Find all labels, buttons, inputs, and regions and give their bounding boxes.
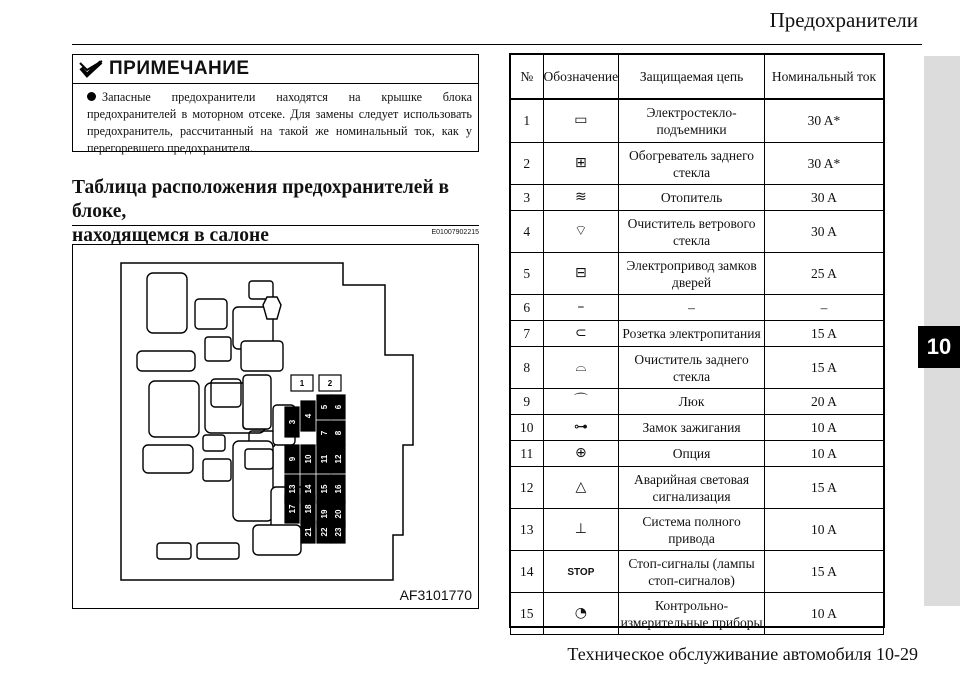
table-row: [511, 99, 884, 143]
row-rating: [764, 415, 883, 441]
table-row: [511, 509, 884, 551]
fuse-label-21: 21: [304, 527, 313, 537]
table-row: [511, 467, 884, 509]
option-icon: [543, 441, 619, 467]
row-circuit-text: Очиститель заднего стекла: [634, 351, 749, 384]
connector-pocket: [243, 375, 271, 429]
fuse-label-20: 20: [334, 509, 343, 519]
row-circuit: [619, 509, 765, 551]
fuse-label-17: 17: [288, 504, 297, 514]
dash-icon-text: –: [577, 299, 585, 315]
fuse-label-16: 16: [334, 484, 343, 494]
row-circuit-text: Контрольно-измерительные приборы: [620, 597, 763, 630]
row-rating-text: 30 A*: [807, 113, 841, 129]
row-rating-text: 30 A: [811, 224, 837, 239]
table-row: [511, 185, 884, 211]
section-title: [72, 176, 479, 248]
row-circuit: [619, 441, 765, 467]
row-rating: [764, 295, 883, 321]
row-rating-text: 15 A: [811, 360, 837, 375]
page-footer: Техническое обслуживание автомобиля 10-29: [567, 644, 918, 664]
ignition-key-icon: [543, 415, 619, 441]
row-circuit: [619, 295, 765, 321]
row-number: [511, 441, 544, 467]
note-text: [87, 89, 472, 157]
fuse-label-15: 15: [320, 484, 329, 494]
row-circuit: [619, 253, 765, 295]
rear-defogger-icon: [543, 143, 619, 185]
table-row: [511, 347, 884, 389]
hazard-triangle-icon: [543, 467, 619, 509]
fuse-label-4: 4: [304, 413, 313, 419]
fuse-label-7: 7: [320, 430, 329, 436]
table-row: [511, 415, 884, 441]
row-rating-text: 10 A: [811, 522, 837, 537]
fuse-label-22: 22: [320, 527, 329, 537]
fuse-label-18: 18: [304, 504, 313, 514]
fuse-label-6: 6: [334, 404, 343, 410]
row-number-text: 2: [523, 156, 531, 171]
bullet-icon: [87, 92, 96, 101]
row-rating: [764, 211, 883, 253]
row-rating-text: 30 A*: [807, 156, 841, 171]
connector-pocket: [245, 449, 273, 469]
row-circuit-text: Розетка электропитания: [622, 326, 761, 341]
row-number: [511, 551, 544, 593]
row-number: [511, 295, 544, 321]
row-number-text: 1: [523, 113, 531, 129]
row-number-text: 14: [520, 564, 534, 579]
power-window-icon-text: ▭: [574, 112, 588, 129]
row-number: [511, 185, 544, 211]
fuse-block-diagram: [72, 244, 479, 609]
hazard-triangle-icon-text: △: [575, 479, 587, 495]
row-circuit-text: Отопитель: [660, 190, 723, 205]
doc-code: E01007902215: [431, 229, 479, 236]
table-row: [511, 389, 884, 415]
row-number-text: 10: [520, 420, 534, 435]
row-number-text: 8: [523, 360, 531, 375]
row-circuit: [619, 593, 765, 635]
row-circuit-text: Очиститель ветрового стекла: [627, 215, 756, 248]
fuse-label-23: 23: [334, 527, 343, 537]
page-header-title: Предохранители: [769, 8, 918, 32]
connector-pocket: [263, 297, 281, 319]
row-circuit-text: Люк: [678, 394, 705, 409]
row-circuit: [619, 143, 765, 185]
row-number: [511, 415, 544, 441]
gauge-icon-text: ◔: [574, 605, 587, 621]
wiper-icon-text: ⌔: [574, 223, 588, 239]
row-circuit-text: Обогреватель заднего стекла: [629, 147, 755, 180]
table-row: [511, 441, 884, 467]
row-number-text: 3: [523, 190, 531, 205]
row-number: [511, 321, 544, 347]
rear-wiper-icon-text: ⌓: [575, 359, 587, 375]
row-number-text: 12: [520, 480, 534, 495]
four-wheel-drive-icon: [543, 509, 619, 551]
section-rule: [72, 225, 479, 226]
row-circuit: [619, 185, 765, 211]
header-rating: Номинальный ток: [764, 55, 883, 99]
row-rating: [764, 467, 883, 509]
fuse-label-11: 11: [320, 454, 329, 464]
connector-pocket: [157, 543, 191, 559]
row-circuit-text: Опция: [672, 446, 711, 461]
section-title-line1: Таблица расположения предохранителей в блоке,: [72, 177, 450, 222]
header-circuit: Защищаемая цепь: [619, 55, 765, 99]
row-circuit-text: Аварийная световая сигнализация: [634, 471, 750, 504]
row-circuit: [619, 211, 765, 253]
row-rating: [764, 509, 883, 551]
header-rule: [72, 44, 922, 45]
row-rating-text: 10 A: [811, 606, 837, 621]
fuse-label-13: 13: [288, 484, 297, 494]
power-socket-icon: [543, 321, 619, 347]
row-rating-text: 25 A: [811, 266, 837, 281]
fuse-label-9: 9: [288, 456, 297, 462]
row-circuit: [619, 551, 765, 593]
heater-icon: [543, 185, 619, 211]
connector-pocket: [241, 341, 283, 371]
gauge-icon: [543, 593, 619, 635]
connector-pocket: [195, 299, 227, 329]
connector-pocket: [203, 459, 231, 481]
row-rating: [764, 321, 883, 347]
door-lock-icon: [543, 253, 619, 295]
note-header-rule: [73, 83, 478, 84]
connector-pocket: [205, 337, 231, 361]
row-rating: [764, 441, 883, 467]
row-number: [511, 593, 544, 635]
row-circuit-text: Электростекло-подъемники: [646, 104, 737, 137]
stop-icon: [543, 551, 619, 593]
rear-wiper-icon: [543, 347, 619, 389]
row-number-text: 5: [523, 266, 531, 281]
row-number-text: 9: [523, 394, 531, 409]
fuse-block-drawing: [73, 245, 478, 608]
row-number: [511, 509, 544, 551]
row-circuit-text: Электропривод замков дверей: [626, 257, 757, 290]
note-title: ПРИМЕЧАНИЕ: [109, 58, 250, 79]
row-number-text: 15: [520, 606, 534, 621]
ignition-key-icon-text: ⊶: [573, 419, 588, 435]
row-rating-text: 10 A: [811, 420, 837, 435]
row-rating: [764, 551, 883, 593]
row-circuit: [619, 321, 765, 347]
row-number: [511, 389, 544, 415]
row-rating-text: –: [820, 300, 828, 315]
connector-pocket: [197, 543, 239, 559]
fuse-table: [510, 54, 884, 635]
header-no: №: [511, 55, 544, 99]
row-rating: [764, 99, 883, 143]
sunroof-icon: [543, 389, 619, 415]
row-rating-text: 15 A: [811, 564, 837, 579]
connector-pocket: [149, 381, 199, 437]
row-number: [511, 467, 544, 509]
fuse-label-5: 5: [320, 404, 329, 410]
fuse-label-10: 10: [304, 454, 313, 464]
fuse-label-1: 1: [299, 379, 305, 388]
table-row: [511, 253, 884, 295]
chapter-tab: 10: [918, 326, 960, 368]
note-text-content: Запасные предохранители находятся на крышке блока предохранителей в моторном отсеке. Для замены следует использовать предохранитель, рассчитанный на такой же номинальный ток, как у перегоревшего предохранителя.: [87, 90, 472, 155]
connector-pocket: [203, 435, 225, 451]
row-rating-text: 15 A: [811, 326, 837, 341]
table-row: [511, 295, 884, 321]
row-rating: [764, 253, 883, 295]
row-number: [511, 347, 544, 389]
row-rating: [764, 593, 883, 635]
fuse-label-2: 2: [327, 379, 333, 388]
sunroof-icon-text: ⌒: [573, 393, 588, 409]
row-rating: [764, 347, 883, 389]
heater-icon-text: ≋: [574, 189, 587, 205]
connector-pocket: [249, 281, 273, 299]
header-symbol: Обозначение: [543, 55, 619, 99]
section-title-line2: находящемся в салоне: [72, 225, 269, 246]
fuse-label-12: 12: [334, 454, 343, 464]
wiper-icon: [543, 211, 619, 253]
table-row: [511, 593, 884, 635]
fuse-label-14: 14: [304, 484, 313, 494]
row-number-text: 13: [520, 522, 534, 537]
row-rating: [764, 143, 883, 185]
row-circuit-text: Замок зажигания: [642, 420, 741, 435]
four-wheel-drive-icon-text: ⊥: [574, 521, 587, 537]
table-row: [511, 321, 884, 347]
connector-pocket: [147, 273, 187, 333]
row-circuit: [619, 467, 765, 509]
rear-defogger-icon-text: ⊞: [574, 155, 587, 171]
row-rating: [764, 185, 883, 211]
row-rating-text: 15 A: [811, 480, 837, 495]
row-rating-text: 10 A: [811, 446, 837, 461]
row-circuit: [619, 347, 765, 389]
connector-pocket: [137, 351, 195, 371]
table-row: [511, 211, 884, 253]
power-socket-icon-text: ⊂: [574, 325, 587, 341]
connector-pocket: [143, 445, 193, 473]
row-number-text: 7: [523, 326, 531, 341]
note-header: [73, 55, 478, 83]
row-number: [511, 253, 544, 295]
row-circuit: [619, 389, 765, 415]
row-number-text: 6: [523, 300, 531, 315]
table-row: [511, 143, 884, 185]
row-number-text: 4: [523, 224, 531, 239]
dash-icon: [543, 295, 619, 321]
stop-icon-text: STOP: [567, 566, 595, 578]
row-number: [511, 99, 544, 143]
row-rating: [764, 389, 883, 415]
row-rating-text: 20 A: [811, 394, 837, 409]
figure-code: AF3101770: [399, 587, 472, 603]
row-circuit: [619, 99, 765, 143]
fuse-label-3: 3: [288, 419, 297, 425]
fuse-label-8: 8: [334, 430, 343, 436]
table-header-row: [511, 55, 884, 99]
door-lock-icon-text: ⊟: [574, 265, 587, 281]
table-row: [511, 551, 884, 593]
row-circuit-text: Система полного привода: [642, 513, 741, 546]
row-circuit-text: –: [688, 300, 695, 315]
note-box: [72, 54, 479, 155]
row-number-text: 11: [520, 446, 534, 461]
row-number: [511, 211, 544, 253]
row-rating-text: 30 A: [811, 190, 837, 205]
note-check-icon: [79, 60, 103, 78]
option-icon-text: ⊕: [574, 445, 587, 461]
power-window-icon: [543, 99, 619, 143]
row-number: [511, 143, 544, 185]
row-circuit-text: Стоп-сигналы (лампы стоп-сигналов): [628, 555, 755, 588]
row-circuit: [619, 415, 765, 441]
fuse-label-19: 19: [320, 509, 329, 519]
connector-pocket: [253, 525, 301, 555]
